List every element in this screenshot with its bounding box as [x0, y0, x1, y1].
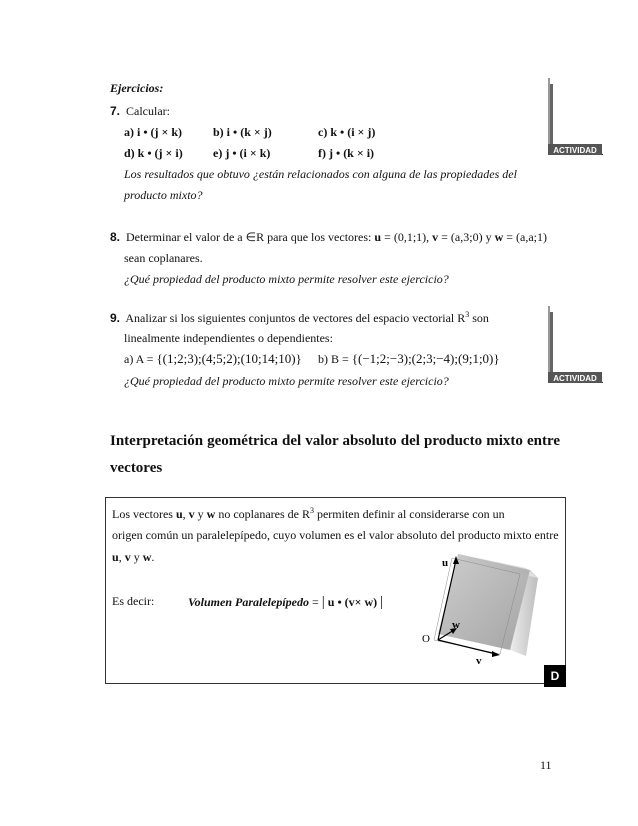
- exercise-7-text: Calcular:: [126, 104, 170, 118]
- activity-badge: [548, 78, 638, 160]
- definition-box: [105, 497, 566, 684]
- exercise-9-text: Analizar si los siguientes conjuntos de vectores del espacio vectorial R: [125, 311, 466, 325]
- box-text: no coplanares de R: [215, 507, 310, 521]
- activity-badge-dot: .: [601, 146, 604, 158]
- box-text: Los vectores: [112, 507, 176, 521]
- exercise-9-text-end: son: [469, 311, 489, 325]
- vector-v: v: [188, 507, 195, 521]
- box-paragraph-line1: [112, 506, 505, 522]
- equals-sign: =: [309, 595, 322, 609]
- vector-v: v: [432, 230, 439, 244]
- exercise-7-item-d: d) k • (j × i): [124, 146, 183, 160]
- page-number: 11: [540, 758, 552, 772]
- figure-label-v: v: [476, 655, 482, 667]
- exercise-9-superscript: 3: [465, 310, 470, 319]
- vector-w: w: [494, 230, 504, 244]
- box-text: ,: [182, 507, 189, 521]
- exercise-8-statement: [110, 230, 547, 245]
- figure-label-w: w: [452, 619, 460, 631]
- vector-u: u: [374, 230, 382, 244]
- exercise-9-line2: linealmente independientes o dependientes:: [124, 331, 333, 345]
- set-b-value: {(−1;2;−3);(2;3;−4);(9;1;0)}: [351, 351, 500, 366]
- exercise-7-item-f: f) j • (k × i): [318, 146, 375, 160]
- box-text: y: [130, 550, 143, 564]
- vector-w: w: [206, 507, 216, 521]
- exercise-7-question-line1: Los resultados que obtuvo ¿están relacionados con alguna de las propiedades del: [124, 167, 517, 181]
- box-superscript: 3: [309, 506, 314, 515]
- set-a-label: a) A =: [124, 352, 157, 366]
- activity-badge: [548, 306, 638, 388]
- vector-v: v: [124, 550, 131, 564]
- exercise-7-item-b: b) i • (k × j): [213, 125, 272, 139]
- exercises-heading: Ejercicios:: [110, 81, 164, 95]
- mixed-product: u • (v× w): [327, 595, 378, 609]
- exercise-7-item-a: a) i • (j × k): [124, 125, 183, 139]
- exercise-7-item-e: e) j • (i × k): [213, 146, 271, 160]
- figure-label-u: u: [442, 557, 449, 569]
- box-paragraph-line3: [112, 550, 154, 565]
- section-d-tab: D: [544, 665, 566, 687]
- vector-u-value: = (0,1;1),: [381, 230, 433, 244]
- activity-badge-icon: [548, 78, 638, 160]
- exercise-7-question-line2: producto mixto?: [124, 188, 203, 202]
- exercise-8-text: Determinar el valor de a ∈R para que los vectores:: [126, 230, 375, 244]
- vector-w: w: [142, 550, 152, 564]
- exercise-9-set-a: [124, 351, 302, 367]
- volume-label: Volumen Paralelepípedo: [188, 595, 309, 609]
- exercise-8-question: ¿Qué propiedad del producto mixto permite resolver este ejercicio?: [124, 272, 449, 286]
- box-text: permiten definir al considerarse con un: [313, 507, 505, 521]
- exercise-7-statement: [110, 104, 170, 119]
- exercise-7-item-c: c) k • (i × j): [318, 125, 376, 139]
- volume-formula: Volumen Paralelepípedo = | u • (v× w) |: [188, 594, 384, 610]
- vector-v-value: = (a,3;0) y: [438, 230, 495, 244]
- exercise-7-number: 7.: [110, 104, 121, 118]
- exercise-9-number: 9.: [110, 311, 121, 325]
- box-text: y: [194, 507, 207, 521]
- exercise-9-set-b: [318, 351, 500, 367]
- figure-label-origin: O: [422, 633, 430, 645]
- exercise-9-statement: [110, 310, 489, 326]
- vector-u: u: [112, 550, 119, 564]
- activity-badge-label: ACTIVIDAD: [553, 146, 597, 155]
- box-text: .: [151, 550, 155, 564]
- activity-badge-icon: [548, 306, 638, 388]
- vector-u: u: [175, 507, 183, 521]
- parallelepiped-figure: [416, 544, 556, 669]
- activity-badge-dot: .: [601, 374, 604, 386]
- box-text: ,: [118, 550, 125, 564]
- exercise-8-number: 8.: [110, 230, 121, 244]
- box-paragraph-line2: origen común un paralelepípedo, cuyo volumen es el valor absoluto del producto mixto entre: [112, 528, 559, 542]
- exercise-9-question: ¿Qué propiedad del producto mixto permite resolver este ejercicio?: [124, 374, 449, 388]
- es-decir-label: Es decir:: [112, 594, 155, 608]
- activity-badge-label: ACTIVIDAD: [553, 374, 597, 383]
- exercise-8-line2: sean coplanares.: [124, 251, 203, 265]
- set-b-label: b) B =: [318, 352, 352, 366]
- section-title: Interpretación geométrica del valor absoluto del producto mixto entre vectores: [110, 433, 560, 476]
- vector-w-value: = (a,a;1): [503, 230, 547, 244]
- set-a-value: {(1;2;3);(4;5;2);(10;14;10)}: [156, 351, 302, 366]
